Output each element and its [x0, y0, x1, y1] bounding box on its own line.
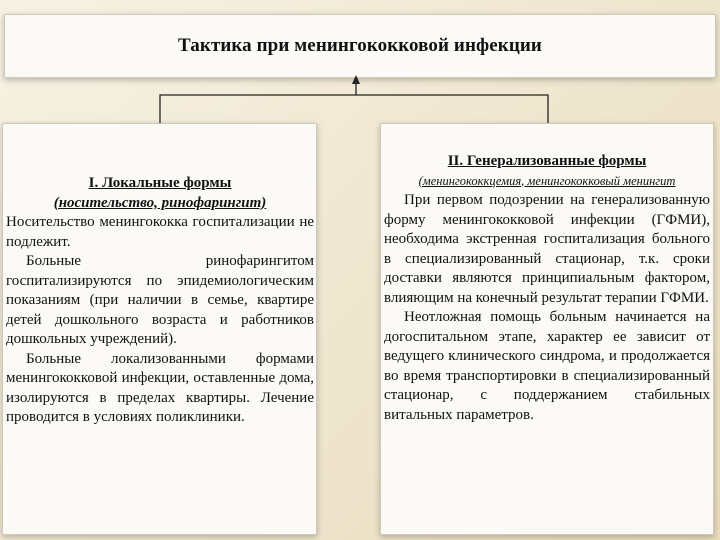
generalized-forms-subheading: (менингококкцемия, менингококковый менингит [418, 173, 676, 188]
local-forms-panel [2, 123, 317, 535]
generalized-paragraph-1: При первом подозрении на генерализованную форму менингококковой инфекции (ГФМИ), необходима экстренная госпитализация больного в специализированный стационар, т.к. сроки доставки являются принципиальным фактором, влияющим на конечный результат терапии ГФМИ. [384, 192, 710, 306]
local-paragraph-3: Больные локализованными формами менингококковой инфекции, оставленные дома, изолируются в пределах квартиры. Лечение проводится в условиях поликлиники. [6, 350, 314, 425]
local-paragraph-1: Носительство менингококка госпитализации не подлежит. [6, 214, 314, 250]
generalized-forms-panel [380, 123, 714, 535]
title-box [4, 14, 716, 78]
page-title: Тактика при менингококковой инфекции [178, 35, 542, 56]
generalized-paragraph-2: Неотложная помощь больным начинается на догоспитальном этапе, характер ее зависит от ведущего клинического синдрома, и продолжается во время транспортировки в специализированный стационар, с поддержанием стабильных витальных параметров. [384, 309, 710, 423]
local-paragraph-2: Больные ринофарингитом госпитализируются по эпидемиологическим показаниям (при наличии в семье, квартире детей дошкольного возраста и работников дошкольных учреждений). [6, 253, 314, 347]
generalized-forms-heading: II. Генерализованные формы [447, 153, 647, 169]
local-forms-heading: I. Локальные формы [88, 175, 232, 191]
local-forms-subheading: (носительство, ринофарингит) [53, 194, 267, 211]
